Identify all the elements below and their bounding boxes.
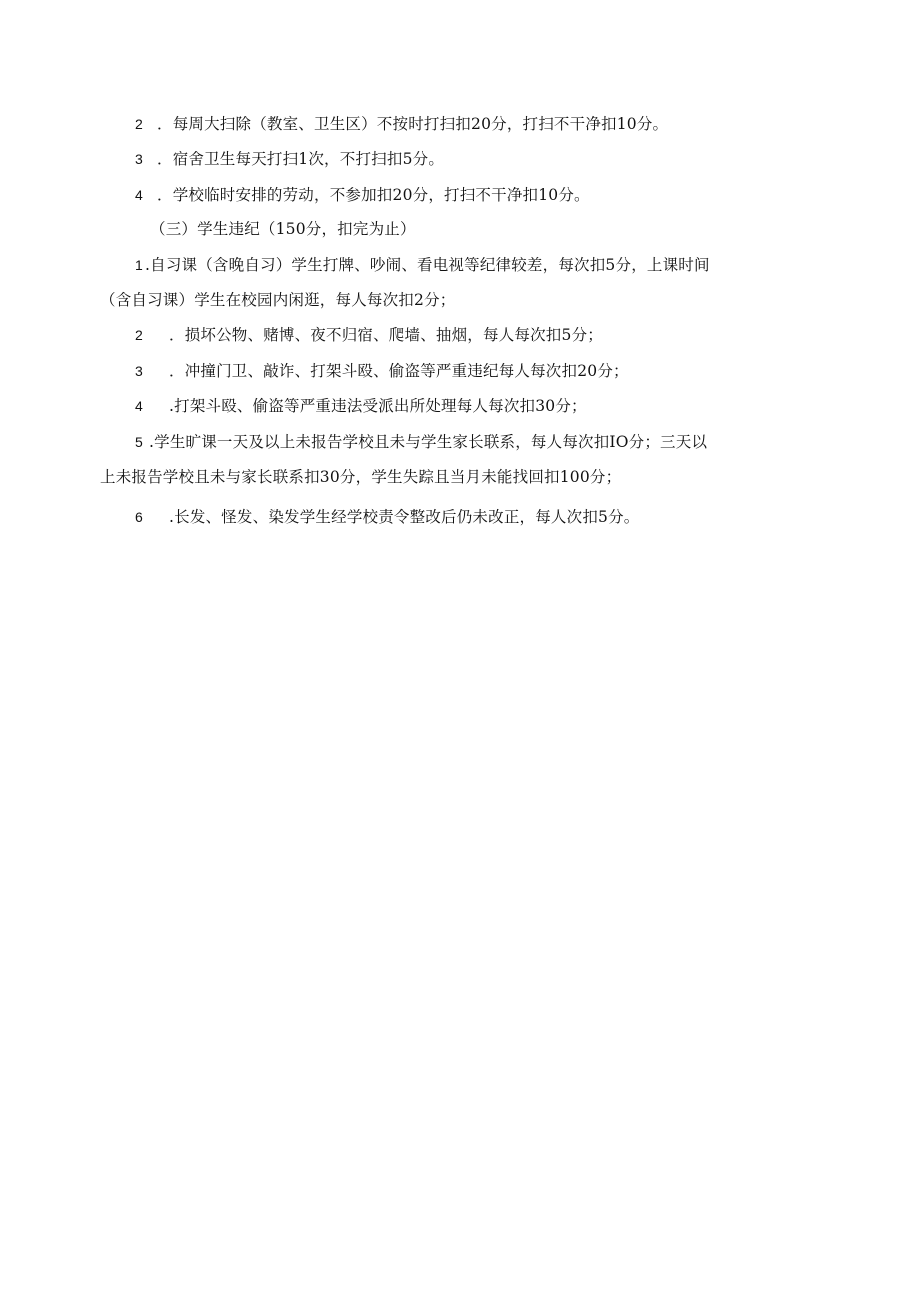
rule-line-hygiene-2: [135, 114, 668, 134]
item-text: .自习课（含晚自习）学生打牌、吵闹、看电视等纪律较差，每次扣5分，上课时间: [145, 256, 710, 274]
section-heading-discipline: [150, 219, 416, 239]
item-number: 6: [135, 509, 143, 525]
item-number: 3: [135, 151, 143, 167]
item-text: ．损坏公物、赌博、夜不归宿、爬墙、抽烟，每人每次扣5分；: [169, 326, 603, 344]
item-text: .打架斗殴、偷盗等严重违法受派出所处理每人每次扣30分；: [169, 397, 587, 415]
rule-line-discipline-3: [135, 361, 629, 381]
item-text-continued: 上未报告学校且未与家长联系扣30分，学生失踪且当月未能找回扣100分；: [100, 468, 622, 486]
item-number: 3: [135, 363, 143, 379]
item-number: 1: [135, 257, 143, 273]
rule-line-discipline-5-continued: [100, 467, 621, 487]
item-number: 2: [135, 327, 143, 343]
rule-line-hygiene-4: [135, 185, 590, 205]
item-text-continued: （含自习课）学生在校园内闲逛，每人每次扣2分；: [100, 291, 456, 309]
rule-line-discipline-1-continued: [100, 290, 455, 310]
item-text: ．冲撞门卫、敲诈、打架斗殴、偷盗等严重违纪每人每次扣20分；: [169, 362, 629, 380]
rule-line-discipline-6: [135, 507, 640, 527]
item-number: 2: [135, 116, 143, 132]
rule-line-discipline-1: [135, 255, 710, 275]
item-number: 5: [135, 434, 143, 450]
rule-line-hygiene-3: [135, 149, 444, 169]
rule-line-discipline-4: [135, 396, 587, 416]
item-text: ．每周大扫除（教室、卫生区）不按时打扫扣20分，打扫不干净扣10分。: [157, 115, 669, 133]
item-text: .学生旷课一天及以上未报告学校且未与学生家长联系，每人每次扣IO分；三天以: [149, 433, 708, 451]
section-heading-text: （三）学生违纪（150分，扣完为止）: [150, 220, 416, 238]
item-number: 4: [135, 398, 143, 414]
item-number: 4: [135, 187, 143, 203]
item-text: ．宿舍卫生每天打扫1次，不打扫扣5分。: [157, 150, 445, 168]
rule-line-discipline-5: [135, 432, 707, 452]
rule-line-discipline-2: [135, 325, 603, 345]
item-text: ．学校临时安排的劳动，不参加扣20分，打扫不干净扣10分。: [157, 186, 590, 204]
item-text: .长发、怪发、染发学生经学校责令整改后仍未改正，每人次扣5分。: [169, 508, 640, 526]
